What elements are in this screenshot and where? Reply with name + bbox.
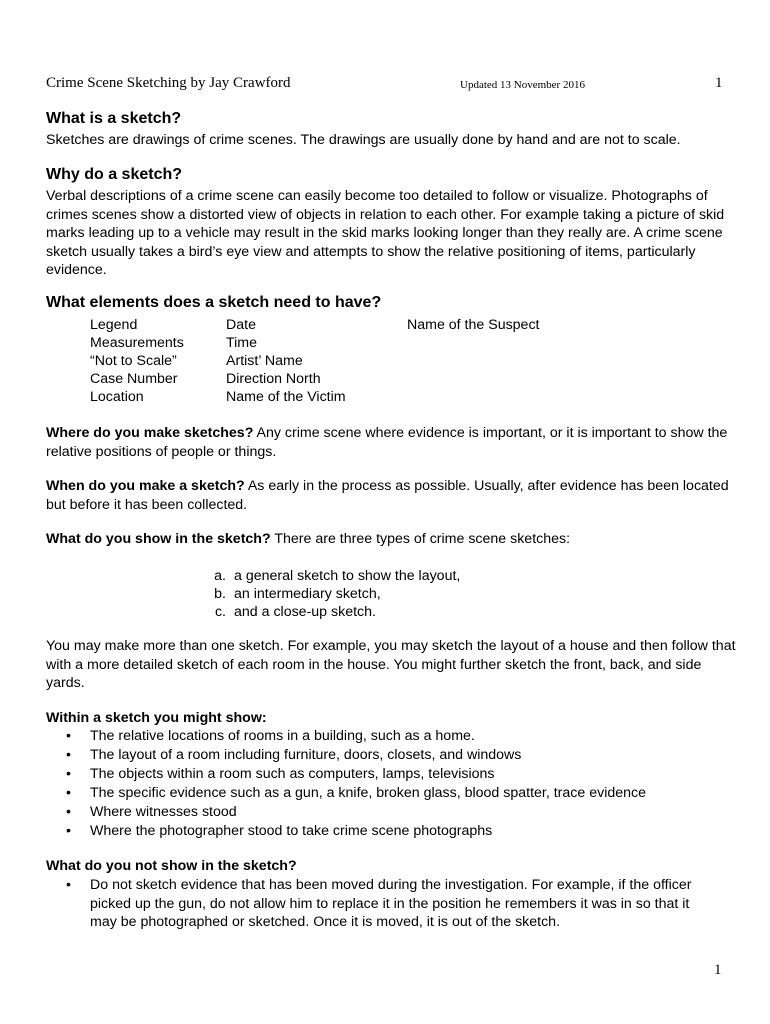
bullet-icon: •: [66, 747, 71, 763]
element-item: Name of the Suspect: [407, 317, 540, 333]
element-item: Name of the Victim: [226, 389, 346, 405]
bullet-text: The specific evidence such as a gun, a knife, broken glass, blood spatter, trace evidence: [90, 785, 647, 801]
element-item: Time: [226, 335, 258, 351]
bullet-item: [66, 784, 736, 803]
element-item: Date: [226, 317, 256, 333]
list-item: [204, 585, 460, 603]
bullet-item: [66, 803, 736, 822]
paragraph-what-show: [46, 530, 736, 549]
not-show-bullets: [66, 876, 736, 932]
paragraph-why-do-a-sketch: Verbal descriptions of a crime scene can easily become too detailed to follow or visualize. Photographs of crimes scenes show a distorted view of objects in relation to each other. For example taking a picture of skid marks leading up to a vehicle may result in the skid marks looking longer than they really are. A crime scene sketch usually takes a bird’s eye view and attempts to show the relative positioning of items, particularly evidence.: [46, 188, 725, 278]
heading-what-is-a-sketch: What is a sketch?: [46, 110, 182, 127]
paragraph-where-sketches: [46, 424, 736, 461]
bullet-icon: •: [66, 766, 71, 782]
bullet-item: [66, 746, 736, 765]
bullet-icon: •: [66, 728, 71, 744]
heading-not-show: What do you not show in the sketch?: [46, 858, 297, 874]
elements-column-2: [226, 316, 346, 406]
element-item: Direction North: [226, 371, 321, 387]
list-item-text: an intermediary sketch,: [234, 586, 381, 602]
element-item: Measurements: [90, 335, 184, 351]
bullet-icon: •: [66, 877, 71, 893]
bullet-icon: •: [66, 785, 71, 801]
list-item-label: c.: [214, 604, 226, 620]
lead-when-sketch: When do you make a sketch?: [46, 478, 245, 494]
bullet-text: The relative locations of rooms in a building, such as a home.: [90, 728, 475, 744]
element-item: “Not to Scale”: [90, 353, 177, 369]
elements-column-1: [90, 316, 184, 406]
text-when-sketch: As early in the process as possible. Usually, after evidence has been located but before it has been collected.: [46, 478, 729, 513]
document-title: Crime Scene Sketching by Jay Crawford: [46, 75, 291, 91]
element-item: Case Number: [90, 371, 178, 387]
lead-where-sketches: Where do you make sketches?: [46, 425, 254, 441]
paragraph-multiple-sketches: You may make more than one sketch. For example, you may sketch the layout of a house and then follow that with a more detailed sketch of each room in the house. You might further sketch the front, back, and side yards.: [46, 638, 736, 691]
bullet-text: The layout of a room including furniture, doors, closets, and windows: [90, 747, 522, 763]
bullet-item: [66, 727, 736, 746]
sketch-types-list: [204, 567, 460, 621]
bullet-icon: •: [66, 804, 71, 820]
heading-why-do-a-sketch: Why do a sketch?: [46, 166, 183, 183]
list-item-text: and a close-up sketch.: [234, 604, 376, 620]
bullet-item: [66, 765, 736, 784]
element-item: Location: [90, 389, 144, 405]
bullet-item: [66, 822, 736, 841]
list-item-label: a.: [214, 568, 226, 584]
element-item: Artist’ Name: [226, 353, 303, 369]
list-item-text: a general sketch to show the layout,: [234, 568, 461, 584]
bullet-text: Where the photographer stood to take crime scene photographs: [90, 823, 493, 839]
bullet-icon: •: [66, 823, 71, 839]
text-what-show: There are three types of crime scene sketches:: [270, 531, 571, 547]
list-item: [204, 603, 460, 621]
paragraph-what-is-a-sketch: Sketches are drawings of crime scenes. The drawings are usually done by hand and are not to scale.: [46, 132, 681, 148]
list-item-label: b.: [214, 586, 226, 602]
bullet-text: The objects within a room such as computers, lamps, televisions: [90, 766, 495, 782]
element-item: Legend: [90, 317, 138, 333]
within-sketch-bullets: [66, 727, 736, 841]
footer-page-number: 1: [714, 962, 722, 978]
bullet-text: Where witnesses stood: [90, 804, 237, 820]
list-item: [204, 567, 460, 585]
bullet-item: [66, 876, 736, 932]
updated-date: Updated 13 November 2016: [460, 79, 585, 91]
paragraph-when-sketch: [46, 477, 736, 514]
elements-column-3: [407, 316, 540, 334]
heading-sketch-elements: What elements does a sketch need to have?: [46, 294, 382, 311]
lead-what-show: What do you show in the sketch?: [46, 531, 271, 547]
bullet-text: Do not sketch evidence that has been moved during the investigation. For example, if the officer picked up the gun, do not allow him to replace it in the position he remembers it was in so that it may be photographed or sketched. Once it is moved, it is out of the sketch.: [90, 877, 692, 930]
header-page-number: 1: [715, 75, 723, 91]
heading-within-sketch: Within a sketch you might show:: [46, 710, 267, 726]
text-where-sketches: Any crime scene where evidence is important, or it is important to show the relative positions of people or things.: [46, 425, 728, 460]
